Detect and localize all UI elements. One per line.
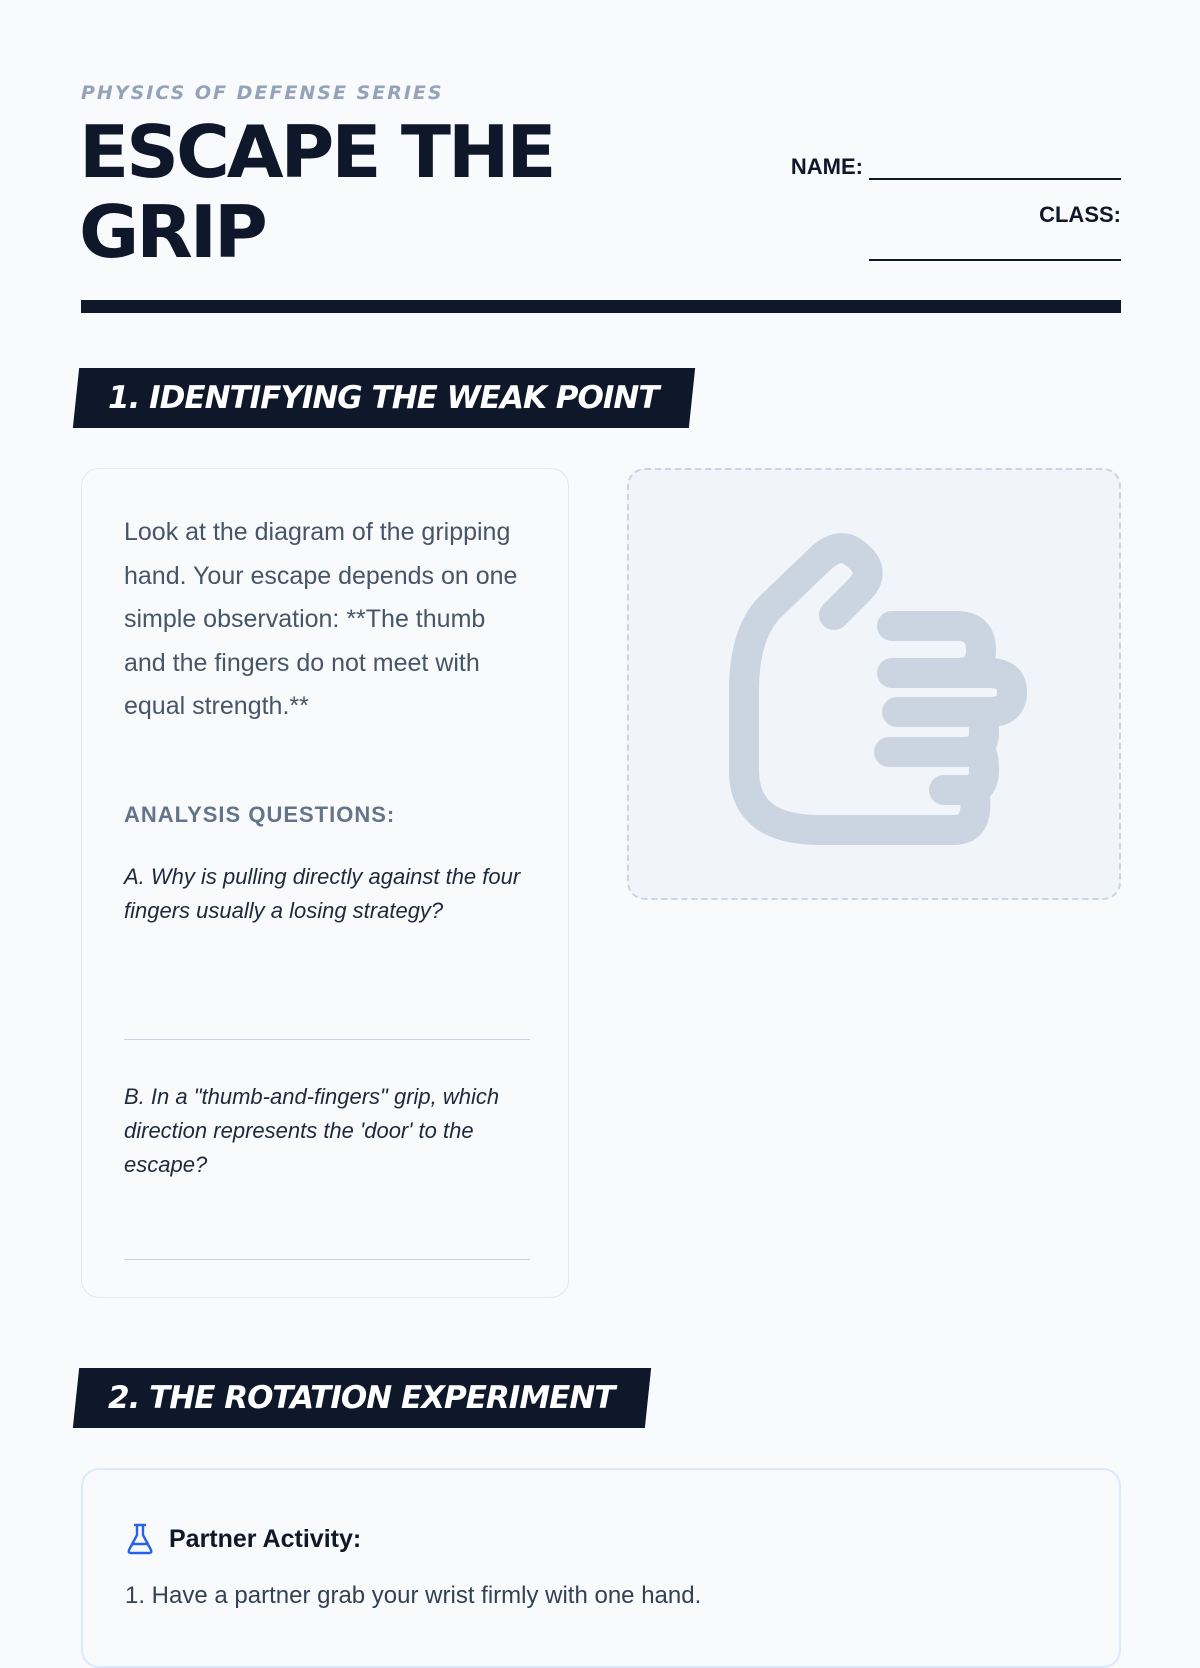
series-label: PHYSICS OF DEFENSE SERIES <box>81 82 444 104</box>
section-1-heading-text: 1. IDENTIFYING THE WEAK POINT <box>108 380 659 416</box>
title-line-2: GRIP <box>79 190 265 274</box>
answer-line-a[interactable] <box>124 1039 530 1040</box>
section-1-heading <box>73 368 696 428</box>
activity-step-1: 1. Have a partner grab your wrist firmly with one hand. <box>125 1582 702 1609</box>
partner-activity-card <box>81 1468 1121 1668</box>
section-2-heading <box>73 1368 652 1428</box>
partner-activity-label: Partner Activity: <box>169 1524 362 1553</box>
analysis-card <box>81 468 569 1298</box>
question-a: A. Why is pulling directly against the four fingers usually a losing strategy? <box>124 864 521 923</box>
answer-line-b[interactable] <box>124 1259 530 1260</box>
title-line-1: ESCAPE THE <box>79 110 554 194</box>
page-title <box>79 112 650 272</box>
class-label: CLASS: <box>1039 202 1121 227</box>
analysis-questions-label: ANALYSIS QUESTIONS: <box>124 802 396 827</box>
class-blank-line[interactable] <box>869 259 1121 261</box>
gripping-hand-icon <box>629 470 1123 902</box>
flask-icon <box>125 1522 155 1556</box>
name-label: NAME: <box>790 154 863 179</box>
question-b: B. In a "thumb-and-fingers" grip, which direction represents the 'door' to the escape? <box>124 1084 500 1177</box>
name-field <box>791 154 1121 180</box>
section-2-heading-text: 2. THE ROTATION EXPERIMENT <box>108 1380 615 1416</box>
hand-diagram-placeholder <box>627 468 1121 900</box>
name-blank-line[interactable] <box>869 154 1121 180</box>
header-divider <box>81 300 1121 313</box>
partner-activity-header <box>125 1522 361 1556</box>
intro-text: Look at the diagram of the gripping hand. Your escape depends on one simple observation: **The thumb and the fingers do not meet with equal strength.** <box>124 518 518 720</box>
